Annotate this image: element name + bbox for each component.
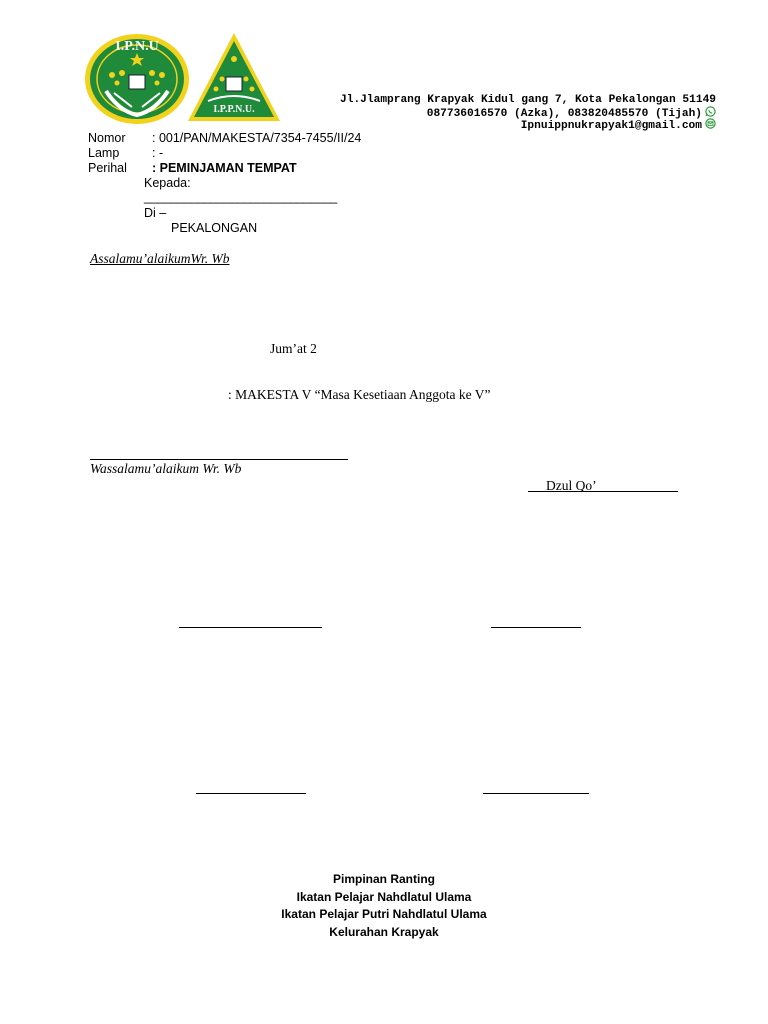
divider-line bbox=[90, 459, 348, 460]
perihal-label: Perihal bbox=[88, 161, 127, 175]
ipnu-logo bbox=[84, 33, 190, 125]
recipient-blank: _____________________________ bbox=[144, 190, 337, 204]
hijri-date-underline bbox=[528, 491, 678, 492]
signature-line-4 bbox=[483, 793, 589, 794]
nomor-value: : 001/PAN/MAKESTA/7354-7455/II/24 bbox=[152, 131, 362, 145]
hijri-date: Dzul Qo’ bbox=[546, 478, 597, 493]
date-line: Jum’at 2 bbox=[270, 341, 317, 356]
footer-line-4: Kelurahan Krapyak bbox=[329, 924, 439, 939]
ippnu-logo bbox=[186, 31, 282, 123]
closing: Wassalamu’alaikum Wr. Wb bbox=[90, 461, 242, 476]
signature-line-3 bbox=[196, 793, 306, 794]
greeting: Assalamu’alaikumWr. Wb bbox=[90, 251, 230, 266]
email-line bbox=[521, 118, 716, 133]
city-label: PEKALONGAN bbox=[171, 221, 258, 235]
di-label: Di – bbox=[144, 206, 167, 220]
phone-text: 087736016570 (Azka), 083820485570 (Tijah) bbox=[426, 108, 702, 120]
kepada-label: Kepada: bbox=[144, 176, 191, 190]
signature-line-1 bbox=[179, 627, 322, 628]
nomor-label: Nomor bbox=[88, 131, 126, 145]
email-text: Ipnuippnukrapyak1@gmail.com bbox=[520, 120, 702, 132]
ipnu-logo-text: I.P.N.U bbox=[115, 39, 159, 54]
email-icon bbox=[705, 118, 716, 129]
footer-line-3: Ikatan Pelajar Putri Nahdlatul Ulama bbox=[281, 907, 487, 921]
lamp-value: : - bbox=[152, 146, 164, 160]
footer-line-1: Pimpinan Ranting bbox=[333, 872, 435, 886]
ippnu-logo-text: I.P.P.N.U. bbox=[213, 104, 255, 115]
footer-block bbox=[0, 871, 768, 941]
footer-line-2: Ikatan Pelajar Nahdlatul Ulama bbox=[296, 889, 472, 904]
address-text: Jl.Jlamprang Krapyak Kidul gang 7, Kota Pekalongan 51149 bbox=[340, 94, 716, 106]
perihal-value: : PEMINJAMAN TEMPAT bbox=[152, 161, 297, 175]
signature-line-2 bbox=[491, 627, 581, 628]
whatsapp-icon bbox=[705, 106, 716, 117]
lamp-label: Lamp bbox=[88, 146, 120, 160]
event-line: : MAKESTA V “Masa Kesetiaan Anggota ke V” bbox=[228, 387, 491, 402]
